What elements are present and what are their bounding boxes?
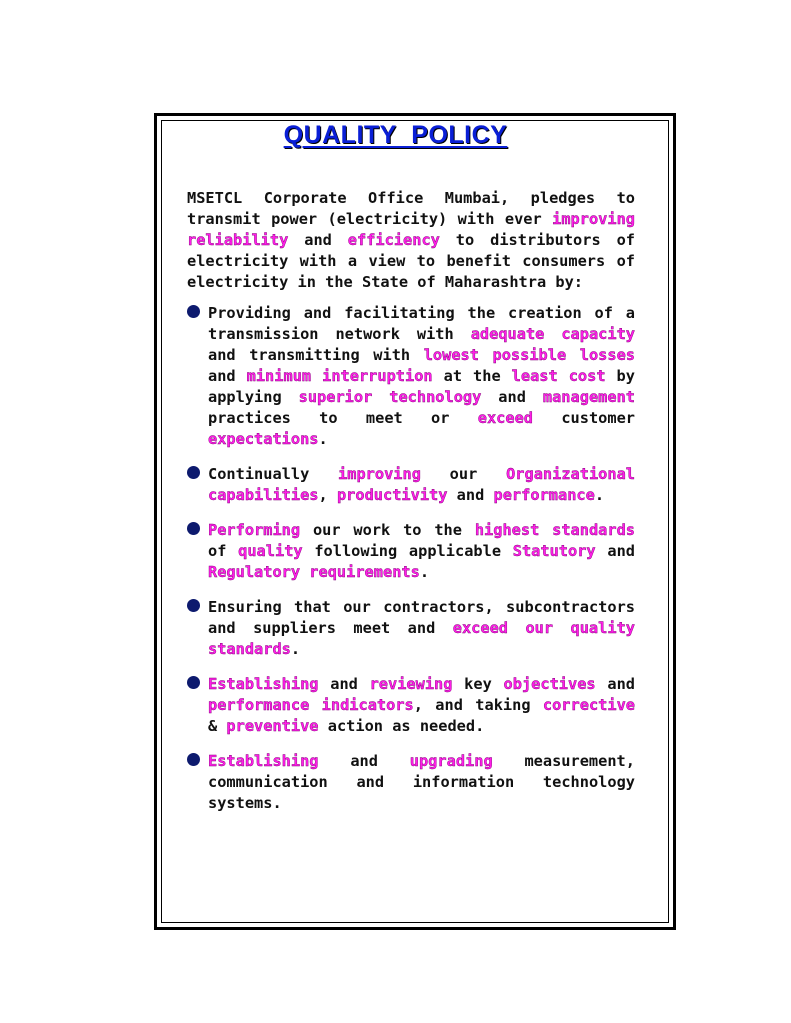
- text-run: and transmitting with: [208, 346, 424, 364]
- text-run: to distributors of electricity with a view to benefit consumers of electricity in the State of Maharashtra by:: [187, 231, 635, 291]
- text-run: , and taking: [413, 696, 543, 714]
- policy-item-text: [208, 752, 635, 812]
- highlighted-term: minimum interruption: [246, 367, 433, 385]
- highlighted-term: adequate capacity: [470, 325, 635, 343]
- highlighted-term: Regulatory requirements: [208, 563, 420, 581]
- text-run: Providing and facilitating the creation of a transmission network with: [208, 304, 635, 343]
- bullet-dot-icon: [187, 305, 200, 318]
- bullet-dot-icon: [187, 466, 200, 479]
- text-run: at the: [432, 367, 512, 385]
- text-run: .: [594, 486, 605, 504]
- bullet-dot-icon: [187, 522, 200, 535]
- highlighted-term: expectations: [208, 430, 319, 448]
- highlighted-term: Establishing: [208, 675, 319, 693]
- highlighted-term: reviewing: [369, 675, 453, 693]
- policy-item-text: [208, 304, 635, 448]
- highlighted-term: Statutory: [512, 542, 596, 560]
- text-run: and: [595, 542, 635, 560]
- highlighted-term: quality: [238, 542, 303, 560]
- text-run: our: [420, 465, 507, 483]
- highlighted-term: performance: [493, 486, 595, 504]
- highlighted-term: Organizational capabilities: [208, 465, 635, 504]
- text-run: and: [595, 675, 635, 693]
- highlighted-term: highest standards: [474, 521, 636, 539]
- policy-item-text: [208, 598, 635, 658]
- policy-item: [187, 674, 635, 737]
- highlighted-term: improving reliability: [187, 210, 635, 249]
- policy-item-text: [208, 675, 635, 735]
- highlighted-term: efficiency: [347, 231, 440, 249]
- policy-item: [187, 303, 635, 450]
- bullet-dot-icon: [187, 676, 200, 689]
- text-run: and: [288, 231, 348, 249]
- text-run: by applying: [208, 367, 635, 406]
- bullet-dot-icon: [187, 599, 200, 612]
- text-run: our work to the: [300, 521, 475, 539]
- highlighted-term: corrective: [542, 696, 635, 714]
- highlighted-term: productivity: [336, 486, 448, 504]
- highlighted-term: lowest possible losses: [423, 346, 636, 364]
- text-run: action as needed.: [318, 717, 485, 735]
- text-run: and: [447, 486, 494, 504]
- text-run: .: [419, 563, 430, 581]
- highlighted-term: exceed our quality standards: [208, 619, 635, 658]
- highlighted-term: least cost: [511, 367, 606, 385]
- text-run: and: [208, 367, 247, 385]
- text-run: of: [208, 542, 239, 560]
- text-run: .: [318, 430, 328, 448]
- text-run: Ensuring that our contractors, subcontractors and suppliers meet and: [208, 598, 635, 637]
- highlighted-term: management: [542, 388, 635, 406]
- text-run: and: [318, 752, 410, 770]
- highlighted-term: improving: [338, 465, 421, 483]
- intro-paragraph: [187, 188, 635, 293]
- text-run: following applicable: [302, 542, 513, 560]
- policy-item: [187, 520, 635, 583]
- policy-item: [187, 597, 635, 660]
- page-title: QUALITY POLICY: [283, 121, 508, 149]
- highlighted-term: upgrading: [409, 752, 493, 770]
- policy-item-text: [208, 521, 635, 581]
- text-run: customer: [533, 409, 635, 427]
- text-run: MSETCL Corporate Office Mumbai, pledges to transmit power (electricity) with ever: [187, 189, 635, 228]
- text-run: and: [481, 388, 543, 406]
- policy-item: [187, 464, 635, 506]
- policy-item: [187, 751, 635, 814]
- highlighted-term: performance indicators: [208, 696, 414, 714]
- policy-bullet-list: [187, 303, 635, 814]
- text-run: key: [452, 675, 504, 693]
- highlighted-term: Establishing: [208, 752, 319, 770]
- text-run: and: [318, 675, 370, 693]
- bullet-dot-icon: [187, 753, 200, 766]
- text-run: ,: [318, 486, 337, 504]
- text-run: .: [290, 640, 301, 658]
- highlighted-term: superior technology: [298, 388, 482, 406]
- text-run: measurement, communication and information technology systems.: [208, 752, 635, 812]
- highlighted-term: exceed: [477, 409, 534, 427]
- highlighted-term: preventive: [226, 717, 319, 735]
- text-run: &: [208, 717, 227, 735]
- highlighted-term: Performing: [208, 521, 301, 539]
- highlighted-term: objectives: [503, 675, 596, 693]
- policy-item-text: [208, 465, 635, 504]
- policy-content: [187, 188, 635, 828]
- text-run: practices to meet or: [208, 409, 478, 427]
- text-run: Continually: [208, 465, 339, 483]
